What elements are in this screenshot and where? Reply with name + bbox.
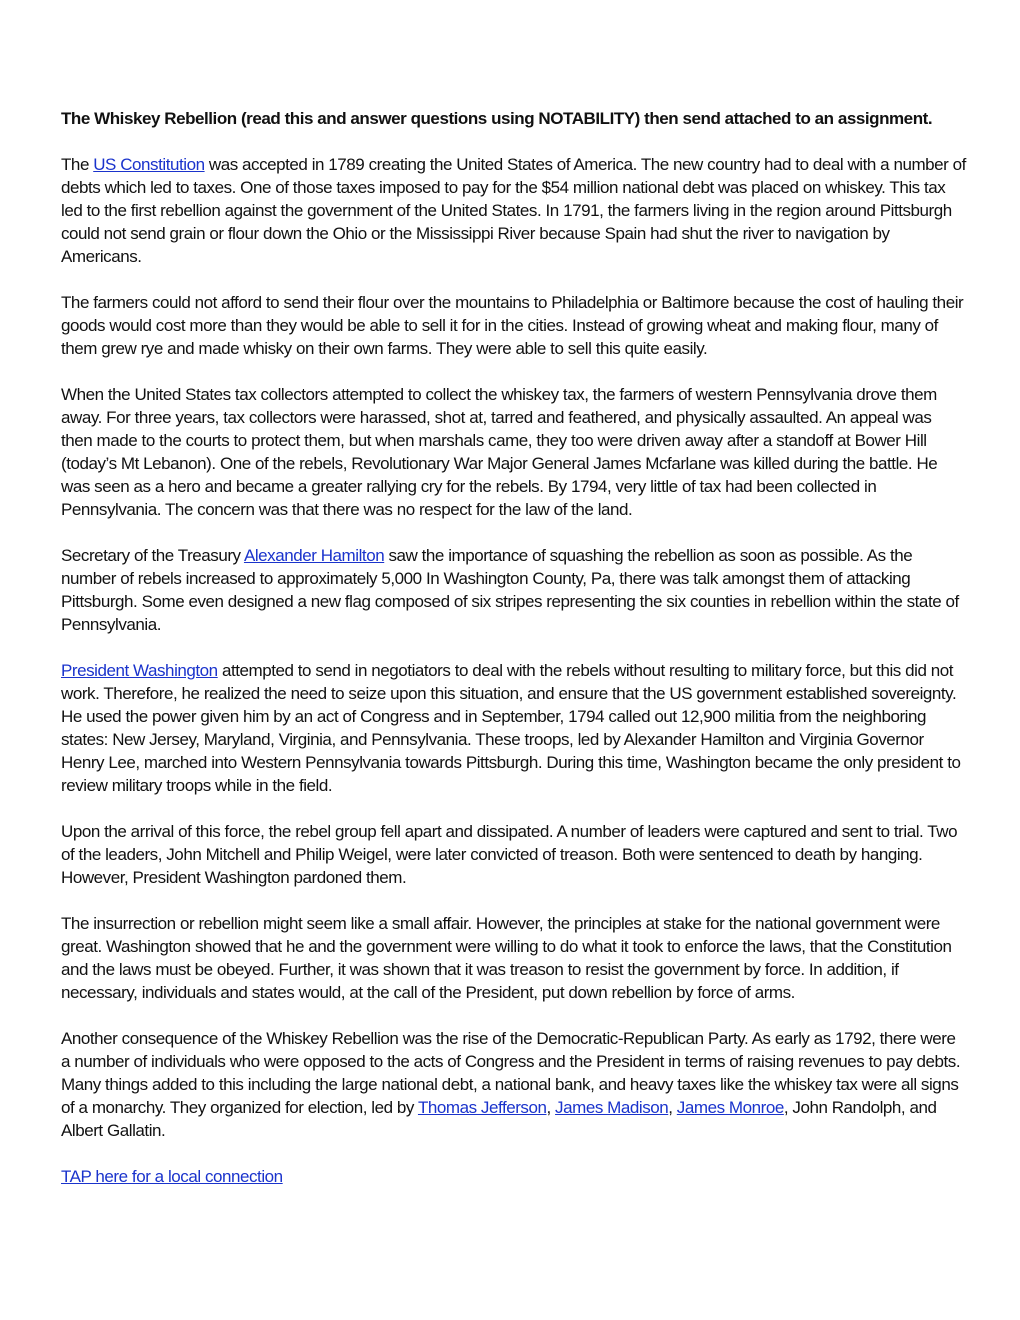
thomas-jefferson-link[interactable]: Thomas Jefferson: [417, 1098, 547, 1117]
paragraph-insurrection: The insurrection or rebellion might seem like a small affair. However, the principles at stake for the national government were great. Washington showed that he and the government were willing to do what it took to enforce the laws, that the Constitution and the laws must be obeyed. Further, it was shown that it was treason to resist the government by force. In addition, if necessary, individuals and states would, at the call of the President, put down rebellion by force of arms.: [61, 914, 952, 1002]
paragraph-rebel-collapse: Upon the arrival of this force, the rebel group fell apart and dissipated. A number of leaders were captured and sent to trial. Two of the leaders, John Mitchell and Philip Weigel, were later convicted of treason. Both were sentenced to death by hanging. However, President Washington pardoned them.: [61, 822, 958, 887]
james-monroe-link[interactable]: James Monroe: [676, 1098, 784, 1117]
text-run: ,: [668, 1098, 677, 1117]
text-run: saw the importance of squashing the rebellion as soon as possible. As the number of rebels increased to approximately 5,000 In Washington County, Pa, there was talk amongst them of attacking Pittsburgh. Some even designed a new flag composed of six stripes representing the six counties in rebellion within the state of Pennsylvania.: [61, 546, 959, 634]
text-run: The: [61, 155, 94, 174]
text-run: attempted to send in negotiators to deal with the rebels without resulting to military force, but this did not work. Therefore, he realized the need to seize upon this situation, and ensure that the US government established sovereignty. He used the power given him by an act of Congress and in September, 1794 called out 12,900 militia from the neighboring states: New Jersey, Maryland, Virginia, and Pennsylvania. These troops, led by Alexander Hamilton and Virginia Governor Henry Lee, marched into Western Pennsylvania towards Pittsburgh. During this time, Washington became the only president to review military troops while in the field.: [61, 661, 961, 795]
paragraph-farmers: The farmers could not afford to send their flour over the mountains to Philadelphia or Baltimore because the cost of hauling their goods would cost more than they would be able to sell it for in the cities. Instead of growing wheat and making flour, many of them grew rye and made whisky on their own farms. They were able to sell this quite easily.: [61, 293, 964, 358]
paragraph-democratic-republican: [61, 1027, 966, 1142]
text-run: Another consequence of the Whiskey Rebellion was the rise of the Democratic-Republican Party. As early as 1792, there were a number of individuals who were opposed to the acts of Congress and the President in terms of raising revenues to pay debts. Many things added to this including the large national debt, a national bank, and heavy taxes like the whiskey tax were all signs of a monarchy. They organized for election, led by: [61, 1029, 961, 1117]
text-run: , John Randolph, and Albert Gallatin.: [61, 1098, 937, 1140]
paragraph-constitution: [61, 153, 966, 268]
paragraph-hamilton: [61, 544, 966, 636]
alexander-hamilton-link[interactable]: Alexander Hamilton: [243, 546, 385, 565]
us-constitution-link[interactable]: US Constitution: [93, 155, 205, 174]
document-body: [61, 107, 966, 1211]
paragraph-local-connection: [61, 1165, 966, 1188]
text-run: ,: [546, 1098, 556, 1117]
document-title: The Whiskey Rebellion (read this and answer questions using NOTABILITY) then send attached to an assignment.: [61, 109, 933, 128]
james-madison-link[interactable]: James Madison: [555, 1098, 669, 1117]
text-run: Secretary of the Treasury: [61, 546, 244, 565]
president-washington-link[interactable]: President Washington: [61, 661, 218, 680]
local-connection-link[interactable]: TAP here for a local connection: [61, 1167, 283, 1186]
text-run: was accepted in 1789 creating the United States of America. The new country had to deal with a number of debts which led to taxes. One of those taxes imposed to pay for the $54 million national debt was placed on whiskey. This tax led to the first rebellion against the government of the United States. In 1791, the farmers living in the region around Pittsburgh could not send grain or flour down the Ohio or the Mississippi River because Spain had shut the river to navigation by Americans.: [61, 155, 966, 266]
paragraph-tax-collectors: When the United States tax collectors attempted to collect the whiskey tax, the farmers of western Pennsylvania drove them away. For three years, tax collectors were harassed, shot at, tarred and feathered, and physically assaulted. An appeal was then made to the courts to protect them, but when marshals came, they too were driven away after a standoff at Bower Hill (today’s Mt Lebanon). One of the rebels, Revolutionary War Major General James Mcfarlane was killed during the battle. He was seen as a hero and became a greater rallying cry for the rebels. By 1794, very little of tax had been collected in Pennsylvania. The concern was that there was no respect for the law of the land.: [61, 385, 938, 519]
paragraph-washington: [61, 659, 966, 797]
